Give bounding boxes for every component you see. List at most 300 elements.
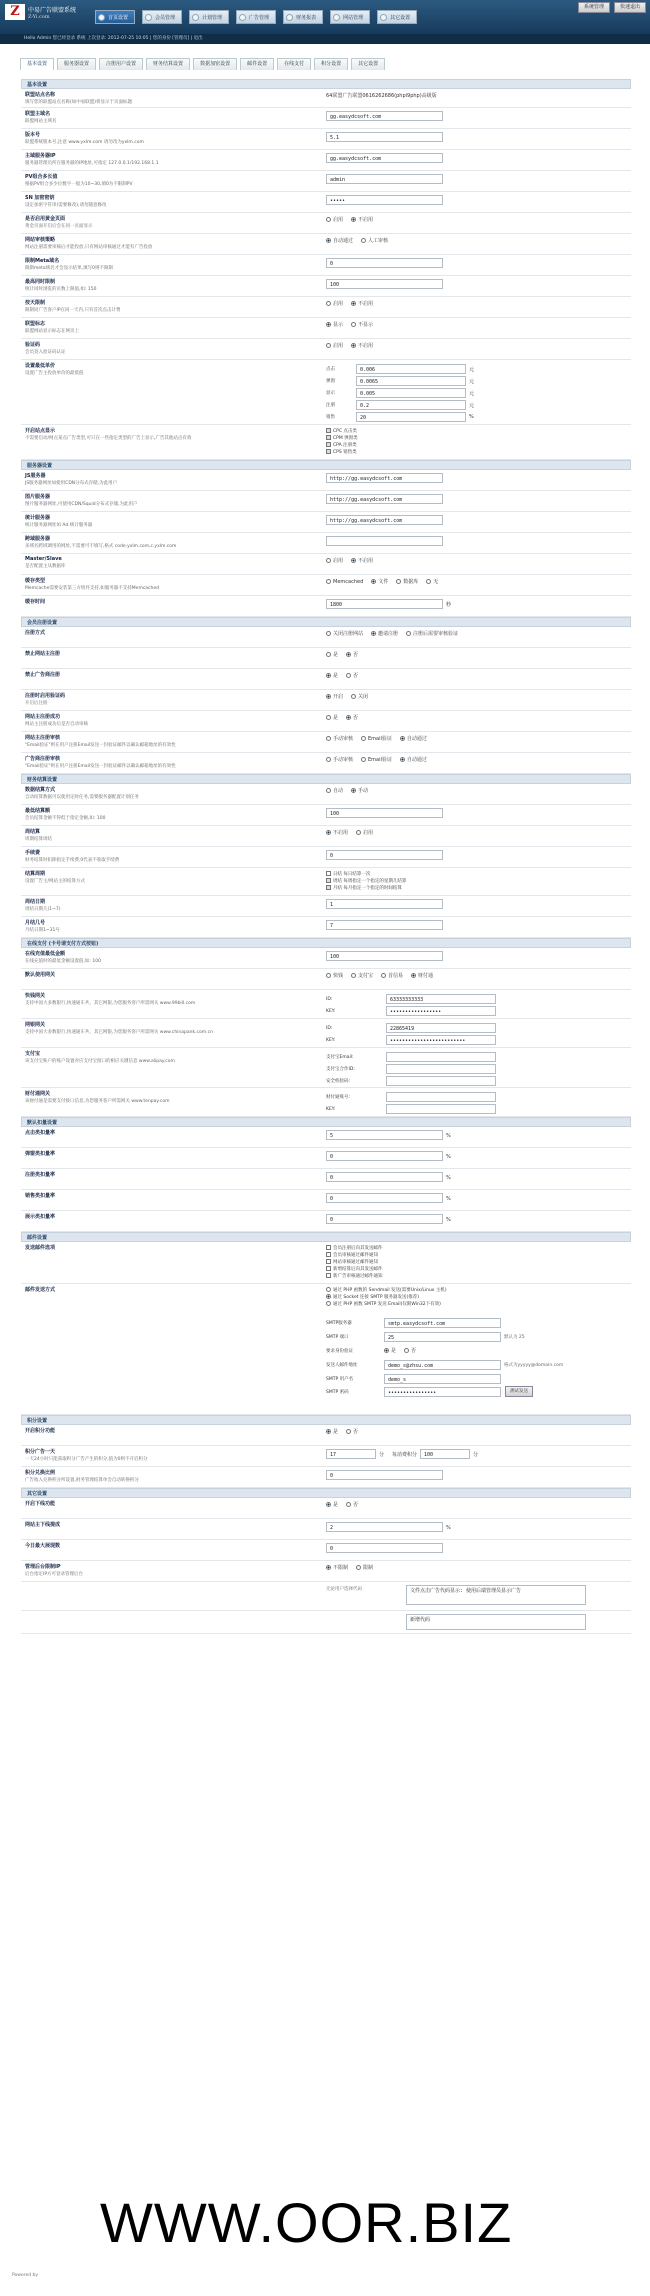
checkbox[interactable]: [326, 449, 331, 454]
radio-option[interactable]: [351, 342, 373, 349]
nav-button[interactable]: [189, 10, 229, 24]
setting-row: [21, 213, 631, 234]
sub-field-label: 支付宝合作ID:: [326, 1067, 355, 1072]
radio-label: 限制: [363, 1565, 374, 1571]
sub-field-input[interactable]: 0.0065: [356, 376, 466, 386]
checkbox[interactable]: [326, 871, 331, 876]
setting-label-cell: [21, 425, 321, 459]
setting-title: 积分兑换比例: [25, 1470, 56, 1476]
radio-button[interactable]: [326, 1294, 331, 1299]
sub-field-input[interactable]: [386, 1092, 496, 1102]
unit-label: 元: [469, 378, 475, 385]
radio-option[interactable]: [351, 787, 368, 794]
setting-title: 弹窗类扣量率: [25, 1151, 56, 1157]
setting-control: [321, 990, 631, 1018]
radio-option[interactable]: [361, 756, 392, 763]
nav-button[interactable]: [283, 10, 323, 24]
sub-field-input[interactable]: [386, 1064, 496, 1074]
setting-title: 缓存类型: [25, 578, 46, 584]
setting-desc: 设置广告主/网站主的结算方式: [25, 879, 86, 884]
checkbox-option[interactable]: [326, 435, 631, 442]
setting-desc: 该财付通是需要支付接口信息,为您服务客户所需网关 www.tenpay.com: [25, 1099, 170, 1104]
radio-label: 通过 PHP 函数的 Sendmail 发送(需要Unix/Linux 主机): [333, 1288, 447, 1293]
setting-row: [21, 425, 631, 460]
setting-desc: 自动结算数据可以使用定时任务,需要服务器配置计划任务: [25, 795, 139, 800]
text-input[interactable]: 17: [326, 1449, 376, 1459]
radio-option[interactable]: [351, 557, 373, 564]
nav-button[interactable]: [377, 10, 417, 24]
radio-option[interactable]: [326, 216, 343, 223]
radio-button[interactable]: [361, 238, 366, 243]
radio-option[interactable]: [326, 1501, 338, 1508]
checkbox[interactable]: [326, 428, 331, 433]
setting-desc: 统计服务器网址如 Ad.统计服务器: [25, 523, 93, 528]
checkbox-option[interactable]: [326, 1245, 631, 1252]
smtp-input[interactable]: ••••••••••••••••: [384, 1387, 501, 1397]
setting-row: [21, 784, 631, 805]
radio-option[interactable]: [326, 756, 353, 763]
checkbox[interactable]: [326, 878, 331, 883]
setting-label-cell: [21, 1498, 321, 1518]
setting-row: [21, 1582, 631, 1611]
radio-option[interactable]: [346, 1428, 358, 1435]
setting-title: 网站审核策略: [25, 237, 56, 243]
setting-row: [21, 847, 631, 868]
radio-option[interactable]: [426, 578, 438, 585]
radio-option[interactable]: [381, 972, 403, 979]
sub-field-input[interactable]: •••••••••••••••••••••••••: [386, 1035, 496, 1045]
setting-control: [321, 533, 631, 553]
setting-title: 联盟主域名: [25, 111, 51, 117]
setting-title: 财付通网关: [25, 1091, 51, 1097]
tab-6[interactable]: 在线支付: [277, 58, 311, 70]
checkbox[interactable]: [326, 1259, 331, 1264]
radio-button[interactable]: [326, 830, 331, 835]
smtp-field-col: [384, 1374, 501, 1384]
radio-button[interactable]: [400, 757, 405, 762]
text-input[interactable]: 5: [326, 1130, 443, 1140]
setting-row: [21, 627, 631, 648]
text-input[interactable]: http://gg.easydcsoft.com: [326, 494, 443, 504]
radio-button[interactable]: [351, 301, 356, 306]
setting-row: [21, 89, 631, 108]
radio-button[interactable]: [326, 343, 331, 348]
setting-row: [21, 805, 631, 826]
setting-title: 统计服务器: [25, 515, 51, 521]
setting-title: 开启积分功能: [25, 1428, 56, 1434]
radio-button[interactable]: [326, 558, 331, 563]
site-title: 中易广告联盟系统: [28, 7, 77, 14]
checkbox-option[interactable]: [326, 1273, 631, 1280]
setting-row: [21, 1498, 631, 1519]
checkbox[interactable]: [326, 1273, 331, 1278]
text-input[interactable]: [326, 536, 443, 546]
radio-option[interactable]: [326, 237, 353, 244]
sub-field-input[interactable]: 20: [356, 412, 466, 422]
radio-button[interactable]: [326, 1429, 331, 1434]
unit-label: %: [469, 414, 474, 420]
setting-desc: 网站注册需要审核后才能投放,只有网站审核通过才能有广告投放: [25, 245, 153, 250]
radio-option[interactable]: [396, 578, 418, 585]
radio-button[interactable]: [351, 694, 356, 699]
setting-desc: 网站主注册成功后是否自动审核: [25, 722, 88, 727]
radio-option[interactable]: [346, 714, 358, 721]
sub-field: [326, 1051, 631, 1063]
text-input[interactable]: 0: [326, 1543, 443, 1553]
checkbox[interactable]: [326, 442, 331, 447]
radio-option[interactable]: [351, 216, 373, 223]
section-header: 财务结算设置: [21, 774, 631, 784]
radio-label: 通过 PHP 函数 SMTP 发送 Email(仅限Win32下有效): [333, 1302, 441, 1307]
radio-button[interactable]: [346, 1502, 351, 1507]
text-input[interactable]: 1800: [326, 599, 443, 609]
radio-option[interactable]: [346, 1501, 358, 1508]
nav-button[interactable]: [95, 10, 135, 24]
radio-button[interactable]: [346, 652, 351, 657]
text-input[interactable]: http://gg.easydcsoft.com: [326, 515, 443, 525]
radio-label: 不显示: [358, 322, 374, 328]
radio-label: 否: [353, 652, 359, 658]
setting-desc: 会员登入验证码认证: [25, 350, 66, 355]
setting-row: [21, 108, 631, 129]
text-input[interactable]: 100: [326, 808, 443, 818]
setting-label-cell: [21, 1425, 321, 1445]
radio-option[interactable]: [346, 651, 358, 658]
sub-field-input[interactable]: 0.005: [356, 388, 466, 398]
setting-desc: "Email验证"则在用户注册Email发送一封验证邮件以确认邮箱地址的有效性: [25, 764, 176, 769]
setting-control: [321, 297, 631, 317]
radio-option[interactable]: [411, 972, 433, 979]
text-input[interactable]: 0: [326, 1151, 443, 1161]
radio-button[interactable]: [371, 631, 376, 636]
radio-option[interactable]: [404, 1347, 416, 1354]
text-input[interactable]: http://gg.easydcsoft.com: [326, 473, 443, 483]
radio-option[interactable]: [326, 1564, 348, 1571]
sub-field-input[interactable]: 0.006: [356, 364, 466, 374]
setting-label-cell: [21, 1446, 321, 1466]
radio-label: 是: [333, 673, 339, 679]
tab-4[interactable]: 数据加密设置: [193, 58, 237, 70]
smtp-field: [326, 1385, 631, 1398]
nav-item-icon: [333, 14, 340, 21]
radio-button[interactable]: [351, 788, 356, 793]
radio-option[interactable]: [356, 829, 373, 836]
radio-button[interactable]: [411, 973, 416, 978]
sub-field-input[interactable]: •••••••••••••••••: [386, 1006, 496, 1016]
nav-label: 财务报表: [296, 14, 317, 21]
setting-control: [321, 1284, 631, 1414]
radio-button[interactable]: [346, 673, 351, 678]
checkbox-label: 月结 每月指定一个指定的时间结算: [333, 886, 402, 891]
setting-desc: 月结日期1~31号: [25, 928, 60, 933]
radio-option[interactable]: [326, 1428, 338, 1435]
radio-option[interactable]: [406, 630, 458, 637]
text-input[interactable]: 0: [326, 258, 443, 268]
mail-mode-option[interactable]: [326, 1287, 631, 1294]
radio-button[interactable]: [426, 579, 431, 584]
radio-label: 手动审核: [333, 736, 354, 742]
radio-button[interactable]: [346, 715, 351, 720]
radio-button[interactable]: [326, 322, 331, 327]
radio-option[interactable]: [351, 321, 373, 328]
tab-1[interactable]: 服务器设置: [57, 58, 96, 70]
radio-option[interactable]: [326, 672, 338, 679]
setting-row: [21, 969, 631, 990]
radio-option[interactable]: [371, 578, 388, 585]
checkbox-option[interactable]: [326, 1266, 631, 1273]
text-input[interactable]: 100: [326, 279, 443, 289]
smtp-input[interactable]: demo_s: [384, 1374, 501, 1384]
setting-desc: 限制meta域名才会显示结果,填写0则不限制: [25, 266, 113, 271]
radio-button[interactable]: [326, 694, 331, 699]
text-input[interactable]: admin: [326, 174, 443, 184]
setting-control: [321, 1169, 631, 1189]
setting-desc: 联盟网站显示标志在网页上: [25, 329, 79, 334]
radio-option[interactable]: [384, 1347, 396, 1354]
checkbox-option[interactable]: [326, 1252, 631, 1259]
radio-label: 手动: [358, 788, 369, 794]
header-action-button[interactable]: 快速退出: [614, 2, 646, 13]
radio-option[interactable]: [351, 693, 368, 700]
radio-button[interactable]: [351, 217, 356, 222]
sub-field-input[interactable]: [386, 1076, 496, 1086]
code-textarea[interactable]: 新增代码: [406, 1614, 586, 1630]
setting-desc: 一天24小时只能获取积分广告产生的积分,值为0则不开启积分: [25, 1457, 148, 1462]
tab-7[interactable]: 积分设置: [314, 58, 348, 70]
radio-button[interactable]: [371, 579, 376, 584]
radio-option[interactable]: [326, 300, 343, 307]
radio-button[interactable]: [326, 217, 331, 222]
setting-desc: 统计同时浏览的页数上限值,如: 150: [25, 287, 97, 292]
smtp-input[interactable]: demo_s@zhsu.com: [384, 1360, 501, 1370]
checkbox-option[interactable]: [326, 428, 631, 435]
section-header: 默认扣量设置: [21, 1117, 631, 1127]
radio-button[interactable]: [326, 673, 331, 678]
setting-control: [321, 129, 631, 149]
tab-8[interactable]: 其它设置: [351, 58, 385, 70]
checkbox-option[interactable]: [326, 878, 631, 885]
radio-option[interactable]: [361, 237, 388, 244]
smtp-input[interactable]: smtp.easydcsoft.com: [384, 1318, 501, 1328]
radio-option[interactable]: [351, 300, 373, 307]
sub-field: [326, 1103, 631, 1115]
sub-field-label: 点击: [326, 367, 335, 372]
sub-field-input[interactable]: 0.2: [356, 400, 466, 410]
sub-field-input[interactable]: 22865419: [386, 1023, 496, 1033]
setting-label-cell: [21, 276, 321, 296]
radio-button[interactable]: [361, 736, 366, 741]
radio-button[interactable]: [351, 973, 356, 978]
sub-field-input[interactable]: [386, 1104, 496, 1114]
text-input[interactable]: 1: [326, 899, 443, 909]
text-input[interactable]: 7: [326, 920, 443, 930]
radio-option[interactable]: [400, 735, 427, 742]
radio-button[interactable]: [326, 757, 331, 762]
section-header: 会员注册设置: [21, 617, 631, 627]
radio-option[interactable]: [356, 1564, 373, 1571]
radio-option[interactable]: [351, 972, 373, 979]
checkbox[interactable]: [326, 1245, 331, 1250]
text-input[interactable]: 100: [326, 951, 443, 961]
radio-button[interactable]: [326, 715, 331, 720]
radio-label: 邀请注册: [378, 631, 399, 637]
setting-label-cell: [21, 896, 321, 916]
sub-field-input[interactable]: 63333333333: [386, 994, 496, 1004]
radio-button[interactable]: [326, 1502, 331, 1507]
text-input[interactable]: gg.easydcsoft.com: [326, 111, 443, 121]
text-input[interactable]: 2: [326, 1522, 443, 1532]
smtp-field-col: [384, 1318, 501, 1328]
text-input[interactable]: •••••: [326, 195, 443, 205]
setting-row: [21, 360, 631, 425]
checkbox-label: CPC 点击类: [333, 429, 357, 434]
nav-button[interactable]: [236, 10, 276, 24]
smtp-input[interactable]: 25: [384, 1332, 501, 1342]
setting-label-cell: [21, 1019, 321, 1047]
radio-option[interactable]: [326, 651, 338, 658]
radio-option[interactable]: [326, 829, 348, 836]
radio-button[interactable]: [351, 343, 356, 348]
nav-button[interactable]: [142, 10, 182, 24]
setting-title: 邮件发送方式: [25, 1287, 56, 1293]
radio-option[interactable]: [326, 321, 343, 328]
setting-label-cell: [21, 360, 321, 424]
radio-option[interactable]: [326, 972, 343, 979]
checkbox-option[interactable]: [326, 442, 631, 449]
setting-desc: 设定加密字符串(需要修改),请勿随意修改: [25, 203, 107, 208]
radio-label: 无: [433, 579, 439, 585]
text-input[interactable]: 0: [326, 1193, 443, 1203]
sub-field-input[interactable]: [386, 1052, 496, 1062]
setting-row: [21, 192, 631, 213]
code-textarea[interactable]: 文件点击广告代码显示: 使用后端管理员显示广告: [406, 1585, 586, 1605]
radio-button[interactable]: [326, 631, 331, 636]
radio-button[interactable]: [356, 1565, 361, 1570]
radio-option[interactable]: [326, 714, 338, 721]
checkbox-option[interactable]: [326, 449, 631, 456]
radio-button[interactable]: [326, 579, 331, 584]
unit-label: 元: [469, 366, 475, 373]
sub-field-label: KEY:: [326, 1106, 336, 1112]
setting-label-cell: [21, 1519, 321, 1539]
radio-option[interactable]: [326, 557, 343, 564]
setting-row: [21, 297, 631, 318]
radio-button[interactable]: [356, 830, 361, 835]
radio-button[interactable]: [326, 788, 331, 793]
radio-button[interactable]: [326, 736, 331, 741]
radio-button[interactable]: [326, 1565, 331, 1570]
nav-item-icon: [145, 14, 152, 21]
setting-title: 开启站点显示: [25, 428, 56, 434]
setting-title: 积分广告一天: [25, 1449, 56, 1455]
text-input[interactable]: 0: [326, 1470, 443, 1480]
unit-label: %: [446, 1174, 451, 1181]
radio-option[interactable]: [326, 735, 353, 742]
setting-control: [321, 847, 631, 867]
checkbox[interactable]: [326, 1252, 331, 1257]
unit-label: 元: [469, 402, 475, 409]
text-input[interactable]: 5.1: [326, 132, 443, 142]
setting-title: 月结几号: [25, 920, 46, 926]
setting-label-cell: [21, 339, 321, 359]
radio-button[interactable]: [346, 1429, 351, 1434]
tab-5[interactable]: 邮件设置: [240, 58, 274, 70]
setting-row: [21, 1425, 631, 1446]
tab-2[interactable]: 注册用户设置: [99, 58, 143, 70]
checkbox-label: 网站审核通过邮件通知: [333, 1260, 378, 1265]
test-send-button[interactable]: 测试发送: [505, 1386, 533, 1397]
radio-option[interactable]: [371, 630, 398, 637]
checkbox-option[interactable]: [326, 1259, 631, 1266]
smtp-field: [326, 1357, 631, 1372]
checkbox[interactable]: [326, 1266, 331, 1271]
mail-mode-option[interactable]: [326, 1301, 631, 1308]
radio-button[interactable]: [404, 1348, 409, 1353]
checkbox-label: CPS 销售类: [333, 450, 357, 455]
radio-button[interactable]: [326, 973, 331, 978]
checkbox-option[interactable]: [326, 885, 631, 892]
radio-option[interactable]: [326, 787, 343, 794]
radio-button[interactable]: [351, 558, 356, 563]
setting-control: [321, 868, 631, 895]
setting-row: [21, 1127, 631, 1148]
radio-button[interactable]: [381, 973, 386, 978]
radio-option[interactable]: [326, 342, 343, 349]
text-input[interactable]: gg.easydcsoft.com: [326, 153, 443, 163]
radio-label: 自动: [333, 788, 344, 794]
radio-button[interactable]: [326, 238, 331, 243]
radio-option[interactable]: [326, 693, 343, 700]
radio-option[interactable]: [346, 672, 358, 679]
radio-option[interactable]: [400, 756, 427, 763]
setting-control: [321, 1611, 631, 1633]
header-action-button[interactable]: 系统管理: [578, 2, 610, 13]
section-header: 基本设置: [21, 79, 631, 89]
radio-button[interactable]: [400, 736, 405, 741]
checkbox[interactable]: [326, 435, 331, 440]
radio-button[interactable]: [326, 652, 331, 657]
radio-option[interactable]: [326, 630, 363, 637]
text-input[interactable]: 100: [420, 1449, 470, 1459]
tab-3[interactable]: 财务结算设置: [146, 58, 190, 70]
text-input[interactable]: 0: [326, 850, 443, 860]
setting-control: [321, 596, 631, 616]
tab-0[interactable]: 基本设置: [20, 58, 54, 70]
radio-button[interactable]: [396, 579, 401, 584]
radio-option[interactable]: [326, 579, 363, 585]
setting-title: 网站主下线提成: [25, 1522, 61, 1528]
checkbox-option[interactable]: [326, 871, 631, 878]
radio-label: 是: [333, 652, 339, 658]
radio-button[interactable]: [326, 1301, 331, 1306]
radio-button[interactable]: [384, 1348, 389, 1353]
radio-button[interactable]: [406, 631, 411, 636]
radio-button[interactable]: [326, 301, 331, 306]
radio-button[interactable]: [351, 322, 356, 327]
radio-label: 否: [353, 1502, 359, 1508]
radio-button[interactable]: [326, 1287, 331, 1292]
radio-button[interactable]: [361, 757, 366, 762]
sub-field: [326, 411, 631, 423]
checkbox[interactable]: [326, 885, 331, 890]
sub-field: [326, 375, 631, 387]
setting-desc: 周期结算周结: [25, 837, 52, 842]
text-input[interactable]: 0: [326, 1214, 443, 1224]
radio-option[interactable]: [361, 735, 392, 742]
mail-mode-option[interactable]: [326, 1294, 631, 1301]
text-input[interactable]: 0: [326, 1172, 443, 1182]
nav-button[interactable]: [330, 10, 370, 24]
